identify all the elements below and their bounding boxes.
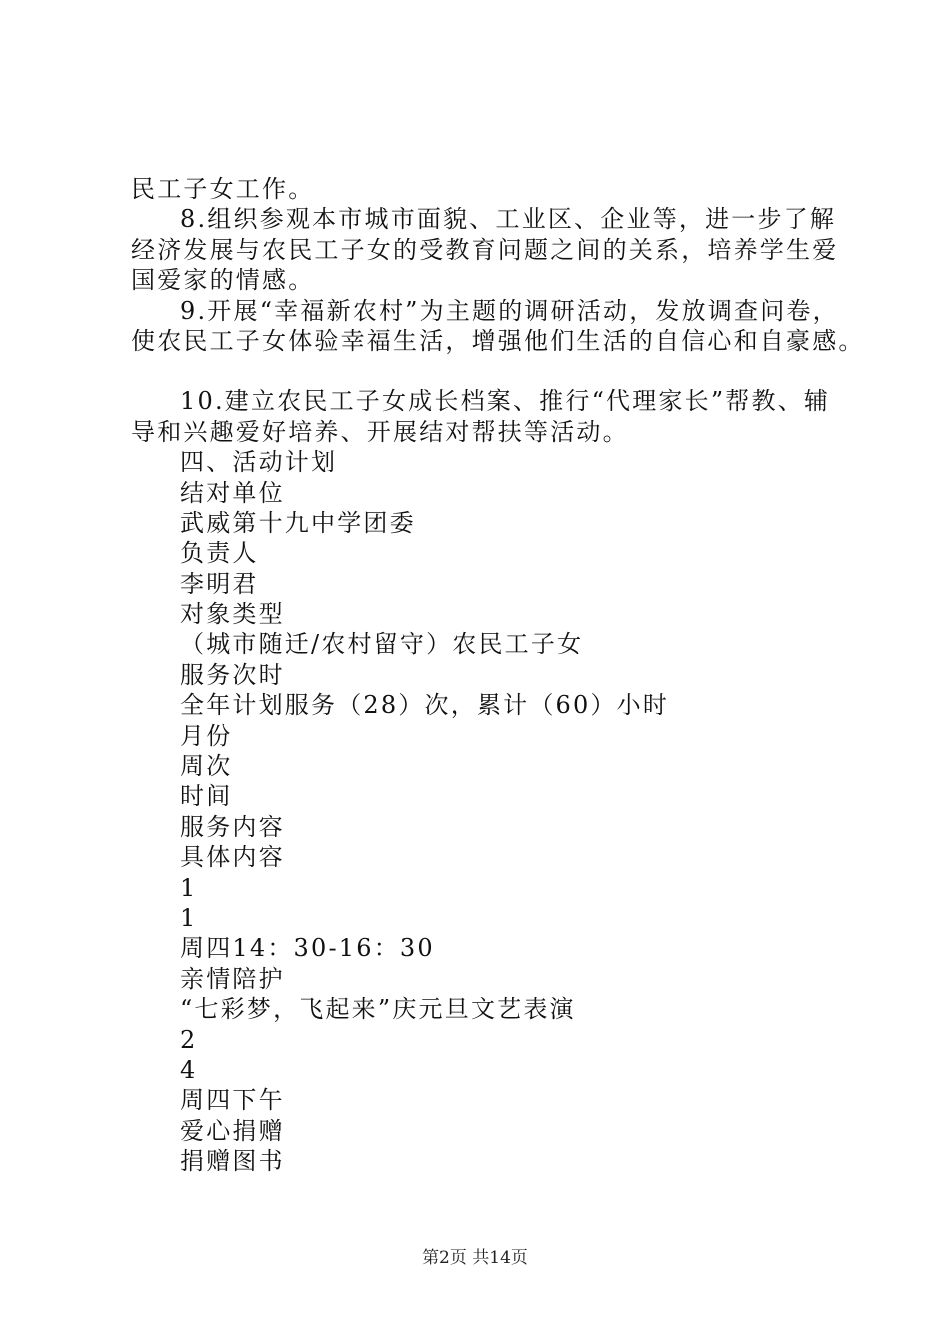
- paragraph-line: 经济发展与农民工子女的受教育问题之间的关系，培养学生爱: [131, 235, 839, 264]
- table-cell: （城市随迁/农村留守）农民工子女: [180, 630, 584, 659]
- table-cell: 2: [180, 1025, 198, 1054]
- table-cell: 武威第十九中学团委: [180, 508, 416, 537]
- paragraph-line: 民工子女工作。: [131, 175, 315, 203]
- paragraph-line: 8.组织参观本市城市面貌、工业区、企业等，进一步了解: [180, 205, 837, 234]
- paragraph-gap: [131, 356, 851, 386]
- table-cell: 捐赠图书: [180, 1147, 285, 1176]
- table-cell: 具体内容: [180, 843, 285, 872]
- paragraph-line: 9.开展“幸福新农村”为主题的调研活动，发放调查问卷，: [180, 296, 839, 325]
- table-cell: 1: [180, 903, 198, 932]
- page-footer: 第2页 共14页: [422, 1248, 528, 1268]
- paragraph-line: 导和兴趣爱好培养、开展结对帮扶等活动。: [131, 417, 629, 446]
- table-cell: 周四下午: [180, 1086, 285, 1115]
- document-body: [131, 174, 865, 1177]
- section-heading: 四、活动计划: [180, 448, 338, 477]
- table-cell: 负责人: [180, 539, 259, 568]
- table-cell: 全年计划服务（28）次，累计（60）小时: [180, 691, 670, 720]
- table-cell: 1: [180, 873, 198, 902]
- table-cell: 月份: [180, 721, 233, 750]
- table-cell: 对象类型: [180, 600, 285, 629]
- paragraph-line: 国爱家的情感。: [131, 266, 315, 295]
- table-cell: 爱心捐赠: [180, 1116, 285, 1145]
- table-cell: “七彩梦，飞起来”庆元旦文艺表演: [180, 995, 576, 1024]
- table-cell: 服务次时: [180, 660, 285, 689]
- table-cell: 周次: [180, 752, 233, 781]
- table-cell: 亲情陪护: [180, 964, 285, 993]
- table-cell: 结对单位: [180, 478, 285, 507]
- paragraph-line: 10.建立农民工子女成长档案、推行“代理家长”帮教、辅: [180, 387, 831, 416]
- paragraph-line: 使农民工子女体验幸福生活，增强他们生活的自信心和自豪感。: [131, 326, 865, 355]
- table-cell: 服务内容: [180, 812, 285, 841]
- table-cell: 时间: [180, 782, 233, 811]
- table-cell: 4: [180, 1055, 198, 1084]
- table-cell: 李明君: [180, 569, 259, 598]
- table-cell: 周四14：30-16：30: [180, 934, 435, 963]
